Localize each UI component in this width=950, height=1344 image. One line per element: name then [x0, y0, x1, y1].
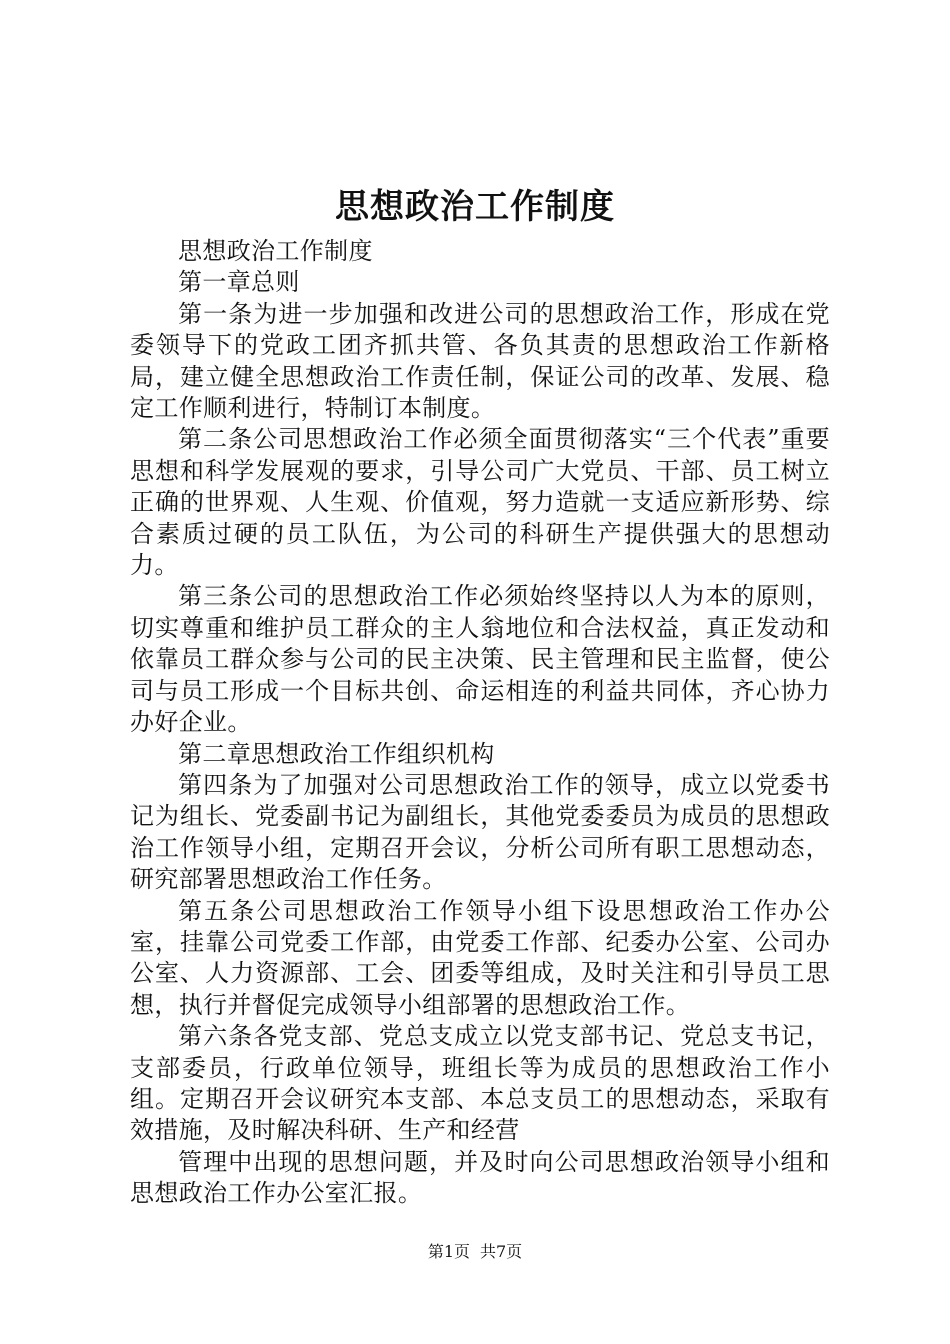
article-3-paragraph: 第三条公司的思想政治工作必须始终坚持以人为本的原则，切实尊重和维护员工群众的主人翁地位和合法权益，真正发动和依靠员工群众参与公司的民主决策、民主管理和民主监督，使公司与员工形成一个目标共创、命运相连的利益共同体，齐心协力办好企业。 — [130, 582, 830, 737]
page-number: 第1页 — [427, 1242, 470, 1261]
article-6-paragraph: 第六条各党支部、党总支成立以党支部书记、党总支书记，支部委员，行政单位领导，班组长等为成员的思想政治工作小组。定期召开会议研究本支部、本总支员工的思想动态，采取有效措施，及时解决科研、生产和经营 — [130, 1022, 830, 1145]
chapter-2-heading: 第二章思想政治工作组织机构 — [178, 739, 495, 768]
article-5-paragraph: 第五条公司思想政治工作领导小组下设思想政治工作办公室，挂靠公司党委工作部，由党委工作部、纪委办公室、公司办公室、人力资源部、工会、团委等组成，及时关注和引导员工思想，执行并督促完成领导小组部署的思想政治工作。 — [130, 896, 830, 1019]
page-total: 共7页 — [480, 1242, 523, 1261]
document-body — [130, 236, 830, 1210]
chapter-1-heading: 第一章总则 — [178, 268, 300, 297]
article-2-paragraph: 第二条公司思想政治工作必须全面贯彻落实“三个代表”重要思想和科学发展观的要求，引导公司广大党员、干部、员工树立正确的世界观、人生观、价值观，努力造就一支适应新形势、综合素质过硬的员工队伍，为公司的科研生产提供强大的思想动力。 — [130, 425, 830, 580]
article-4-paragraph: 第四条为了加强对公司思想政治工作的领导，成立以党委书记为组长、党委副书记为副组长，其他党委委员为成员的思想政治工作领导小组，定期召开会议，分析公司所有职工思想动态，研究部署思想政治工作任务。 — [130, 770, 830, 894]
subtitle-paragraph: 思想政治工作制度 — [178, 237, 373, 265]
article-6-continuation-paragraph: 管理中出现的思想问题，并及时向公司思想政治领导小组和思想政治工作办公室汇报。 — [130, 1147, 830, 1208]
document-title: 思想政治工作制度 — [335, 187, 615, 227]
article-1-paragraph: 第一条为进一步加强和改进公司的思想政治工作，形成在党委领导下的党政工团齐抓共管、各负其责的思想政治工作新格局，建立健全思想政治工作责任制，保证公司的改革、发展、稳定工作顺利进行，特制订本制度。 — [130, 299, 830, 423]
page-footer — [0, 1241, 950, 1263]
